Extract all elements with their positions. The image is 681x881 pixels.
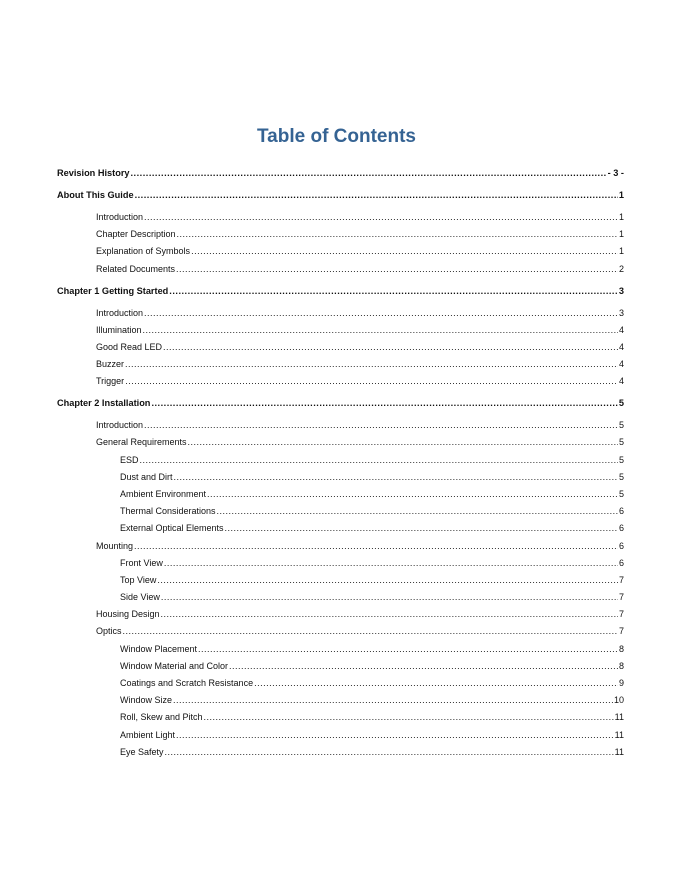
- toc-entry-page-number: 11: [614, 746, 624, 757]
- toc-entry[interactable]: [57, 165, 624, 182]
- toc-entry[interactable]: [57, 555, 624, 572]
- toc-entry-page-number: 7: [618, 592, 624, 603]
- toc-entry-title: Introduction: [96, 211, 144, 222]
- toc-entry[interactable]: [57, 469, 624, 486]
- toc-entry-title: Coatings and Scratch Resistance: [120, 678, 254, 689]
- toc-entry[interactable]: [57, 520, 624, 537]
- toc-entry[interactable]: [57, 641, 624, 658]
- dot-leader: [144, 209, 618, 226]
- dot-leader: [176, 261, 618, 278]
- dot-leader: [161, 606, 618, 623]
- toc-entry-title: Ambient Light: [120, 729, 176, 740]
- dot-leader: [188, 434, 618, 451]
- toc-entry[interactable]: [57, 692, 624, 709]
- toc-entry-title: Thermal Considerations: [120, 506, 216, 517]
- toc-entry[interactable]: [57, 243, 624, 260]
- toc-entry[interactable]: [57, 226, 624, 243]
- toc-entry-title: Window Placement: [120, 643, 198, 654]
- dot-leader: [225, 520, 618, 537]
- toc-entry[interactable]: [57, 452, 624, 469]
- toc-entry-title: Good Read LED: [96, 341, 163, 352]
- toc-entry-page-number: 7: [618, 609, 624, 620]
- dot-leader: [131, 165, 607, 182]
- toc-entry-page-number: 6: [618, 540, 624, 551]
- toc-entry-page-number: 5: [618, 488, 624, 499]
- toc-entry-page-number: 5: [618, 454, 624, 465]
- toc-entry-title: Related Documents: [96, 263, 176, 274]
- page-title: Table of Contents: [256, 126, 417, 147]
- toc-entry[interactable]: [57, 305, 624, 322]
- dot-leader: [163, 339, 618, 356]
- toc-entry-title: External Optical Elements: [120, 523, 224, 534]
- toc-entry-title: Front View: [120, 557, 163, 568]
- toc-entry[interactable]: [57, 727, 624, 744]
- dot-leader: [229, 658, 618, 675]
- toc-entry[interactable]: [57, 434, 624, 451]
- toc-entry-page-number: 6: [618, 523, 624, 534]
- toc-entry-page-number: 5: [618, 471, 624, 482]
- toc-entry[interactable]: [57, 709, 624, 726]
- toc-entry[interactable]: [57, 623, 624, 640]
- toc-entry-title: Ambient Environment: [120, 488, 207, 499]
- toc-entry[interactable]: [57, 606, 624, 623]
- toc-entry-page-number: 1: [618, 211, 624, 222]
- toc-entry-title: Window Size: [120, 695, 173, 706]
- toc-entry-title: About This Guide: [57, 189, 134, 200]
- toc-entry-title: Illumination: [96, 324, 142, 335]
- toc-entry-page-number: 4: [618, 341, 624, 352]
- toc-entry[interactable]: [57, 572, 624, 589]
- toc-entry-page-number: 2: [618, 263, 624, 274]
- dot-leader: [204, 709, 614, 726]
- dot-leader: [157, 572, 618, 589]
- toc-entry-page-number: 4: [618, 324, 624, 335]
- toc-entry-page-number: 11: [614, 729, 624, 740]
- toc-entry[interactable]: [57, 322, 624, 339]
- toc-entry-title: Chapter Description: [96, 229, 176, 240]
- toc-entry-page-number: 6: [618, 506, 624, 517]
- toc-entry-page-number: 6: [618, 557, 624, 568]
- toc-entry-page-number: 4: [618, 376, 624, 387]
- toc-entry-page-number: 5: [618, 398, 624, 409]
- toc-entry-page-number: 1: [618, 189, 624, 200]
- dot-leader: [191, 243, 618, 260]
- dot-leader: [173, 692, 613, 709]
- toc-entry-title: Eye Safety: [120, 746, 164, 757]
- dot-leader: [174, 469, 618, 486]
- toc-entry-page-number: 11: [614, 712, 624, 723]
- toc-entry-page-number: - 3 -: [607, 168, 624, 178]
- toc-entry[interactable]: [57, 589, 624, 606]
- toc-entry-title: Revision History: [57, 168, 130, 178]
- toc-entry-title: Housing Design: [96, 609, 160, 620]
- dot-leader: [134, 538, 618, 555]
- dot-leader: [140, 452, 618, 469]
- toc-entry-title: Mounting: [96, 540, 134, 551]
- toc-entry-title: Buzzer: [96, 359, 125, 370]
- toc-entry[interactable]: [57, 395, 624, 412]
- dot-leader: [198, 641, 618, 658]
- toc-entry-page-number: 7: [618, 574, 624, 585]
- dot-leader: [207, 486, 618, 503]
- dot-leader: [177, 226, 618, 243]
- toc-entry-title: Roll, Skew and Pitch: [120, 712, 203, 723]
- toc-entry-title: Explanation of Symbols: [96, 246, 191, 257]
- toc-entry-page-number: 5: [618, 420, 624, 431]
- dot-leader: [161, 589, 618, 606]
- dot-leader: [254, 675, 618, 692]
- dot-leader: [217, 503, 618, 520]
- toc-entry-page-number: 5: [618, 437, 624, 448]
- toc-entry[interactable]: [57, 187, 624, 204]
- toc-entry[interactable]: [57, 373, 624, 390]
- toc-entry[interactable]: [57, 503, 624, 520]
- dot-leader: [144, 417, 618, 434]
- toc-entry-page-number: 10: [613, 695, 624, 706]
- dot-leader: [144, 305, 618, 322]
- toc-entry-page-number: 1: [618, 246, 624, 257]
- dot-leader: [123, 623, 618, 640]
- toc-entry-title: Chapter 2 Installation: [57, 398, 151, 409]
- toc-entry[interactable]: [57, 339, 624, 356]
- toc-entry[interactable]: [57, 675, 624, 692]
- toc-entry-page-number: 4: [618, 359, 624, 370]
- toc-entry-title: General Requirements: [96, 437, 187, 448]
- toc-entry-title: Introduction: [96, 420, 144, 431]
- toc-entry-title: Optics: [96, 626, 122, 637]
- toc-entry-page-number: 9: [618, 678, 624, 689]
- dot-leader: [176, 727, 614, 744]
- toc-entry-title: ESD: [120, 454, 139, 465]
- toc-entry[interactable]: [57, 417, 624, 434]
- dot-leader: [125, 356, 618, 373]
- toc-entry-title: Introduction: [96, 307, 144, 318]
- toc-entry-title: Top View: [120, 574, 157, 585]
- toc-entry[interactable]: [57, 538, 624, 555]
- toc-entry[interactable]: [57, 486, 624, 503]
- toc-entry[interactable]: [57, 356, 624, 373]
- toc-entry-page-number: 8: [618, 660, 624, 671]
- toc-entry-title: Window Material and Color: [120, 660, 229, 671]
- toc-entry-title: Dust and Dirt: [120, 471, 173, 482]
- dot-leader: [143, 322, 618, 339]
- toc-entry[interactable]: [57, 261, 624, 278]
- toc-entry-title: Chapter 1 Getting Started: [57, 285, 169, 296]
- dot-leader: [125, 373, 618, 390]
- toc-entry-page-number: 3: [618, 307, 624, 318]
- dot-leader: [165, 744, 614, 761]
- toc-entry-page-number: 7: [618, 626, 624, 637]
- dot-leader: [164, 555, 618, 572]
- toc-entry[interactable]: [57, 658, 624, 675]
- toc-entry[interactable]: [57, 283, 624, 300]
- toc-entry-title: Side View: [120, 592, 160, 603]
- toc-entry-page-number: 8: [618, 643, 624, 654]
- toc-entry-page-number: 1: [618, 229, 624, 240]
- toc-entry[interactable]: [57, 209, 624, 226]
- toc-entry[interactable]: [57, 744, 624, 761]
- table-of-contents: [57, 165, 624, 761]
- toc-entry-page-number: 3: [618, 285, 624, 296]
- toc-entry-title: Trigger: [96, 376, 125, 387]
- dot-leader: [135, 187, 618, 204]
- dot-leader: [151, 395, 617, 412]
- dot-leader: [169, 283, 618, 300]
